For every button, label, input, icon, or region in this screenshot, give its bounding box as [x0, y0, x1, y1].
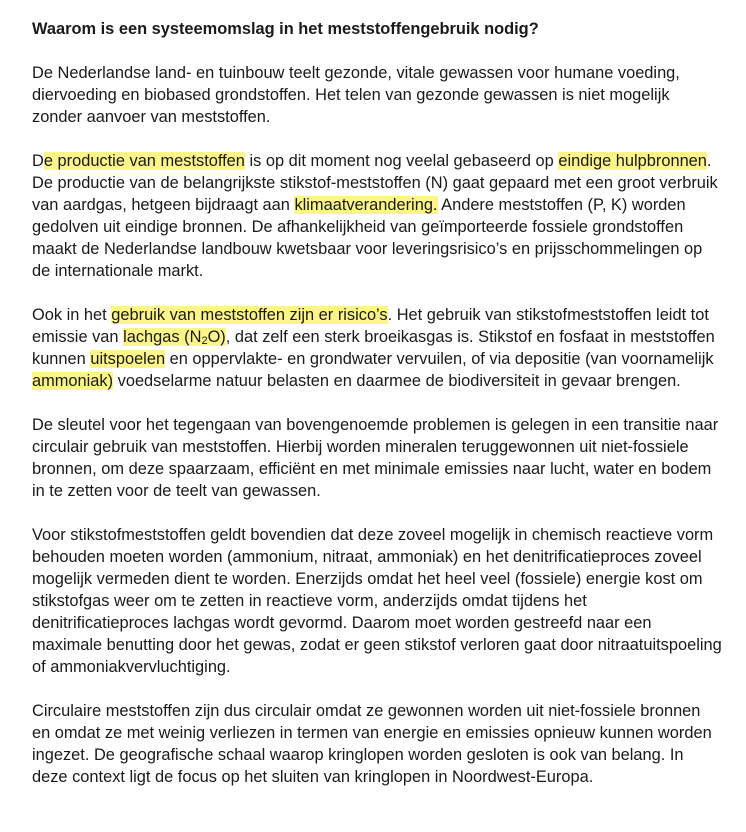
highlight-finite-resources: eindige hulpbronnen — [558, 152, 707, 170]
text-segment: en oppervlakte- en grondwater vervuilen, of via depositie (van voornamelijk — [165, 350, 714, 368]
highlight-leaching: uitspoelen — [90, 350, 166, 368]
paragraph-nitrogen: Voor stikstofmeststoffen geldt bovendien dat deze zoveel mogelijk in chemisch reactieve vorm behouden moeten worden (ammonium, nitraat, ammoniak) en het denitrificatieproces zoveel mogelijk vermeden dient te worden. Enerzijds omdat het heel veel (fossiele) energie kost om stikstofgas weer om te zetten in reactieve vorm, anderzijds omdat tijdens het denitrificatieproces lachgas wordt gevormd. Daarom moet worden gestreefd naar een maximale benutting door het gewas, zodat er geen stikstof verloren gaat door nitraatuitspoeling of ammoniakvervluchtiging. — [32, 526, 722, 676]
paragraph-circular: Circulaire meststoffen zijn dus circulair omdat ze gewonnen worden uit niet-fossiele bronnen en omdat ze met weinig verliezen in termen van energie en emissies opnieuw kunnen worden ingezet. De geografische schaal waarop kringlopen worden gesloten is ook van belang. In deze context ligt de focus op het sluiten van kringlopen in Noordwest-Europa. — [32, 702, 712, 786]
text-segment: , dat zelf een sterk broeikasgas is. Stikstof en fosfaat in meststoffen kunnen — [32, 328, 715, 368]
highlight-usage-risks: gebruik van meststoffen zijn er risico’s — [111, 306, 388, 324]
text-segment: is op dit moment nog veelal gebaseerd op — [244, 152, 559, 170]
paragraph-production — [32, 150, 722, 282]
subscript-two: 2 — [201, 335, 208, 347]
highlight-nitrous-oxide — [123, 328, 226, 346]
nitrous-oxide-part: lachgas (N — [123, 328, 202, 346]
highlight-climate-change: klimaatverandering. — [294, 196, 438, 214]
text-segment: Ook in het — [32, 306, 112, 324]
text-segment: . De productie van de belangrijkste stikstof-meststoffen (N) gaat gepaard met een groot verbruik van aardgas, hetgeen bijdraagt aan — [32, 152, 718, 214]
text-segment: D — [32, 152, 44, 170]
paragraph-risks — [32, 304, 722, 392]
nitrous-oxide-part: O) — [207, 328, 226, 346]
paragraph-transition: De sleutel voor het tegengaan van bovengenoemde problemen is gelegen in een transitie naar circulair gebruik van meststoffen. Hierbij worden mineralen teruggewonnen uit niet-fossiele bronnen, om deze spaarzaam, efficiënt en met minimale emissies naar lucht, water en bodem in te zetten voor de teelt van gewassen. — [32, 416, 719, 500]
highlight-ammonia: ammoniak) — [32, 372, 114, 390]
text-segment: Andere meststoffen (P, K) worden gedolven uit eindige bronnen. De afhankelijkheid van geïmporteerde fossiele grondstoffen maakt de Nederlandse landbouw kwetsbaar voor leveringsrisico’s en prijsschommelingen op de internationale markt. — [32, 196, 703, 280]
paragraph-intro: De Nederlandse land- en tuinbouw teelt gezonde, vitale gewassen voor humane voeding, diervoeding en biobased grondstoffen. Het telen van gezonde gewassen is niet mogelijk zonder aanvoer van meststoffen. — [32, 64, 680, 126]
highlight-production: e productie van meststoffen — [43, 152, 245, 170]
document-title: Waarom is een systeemomslag in het meststoffengebruik nodig? — [32, 20, 539, 38]
text-segment: voedselarme natuur belasten en daarmee de biodiversiteit in gevaar brengen. — [113, 372, 681, 390]
text-segment: . Het gebruik van stikstofmeststoffen leidt tot emissie van — [32, 306, 709, 346]
